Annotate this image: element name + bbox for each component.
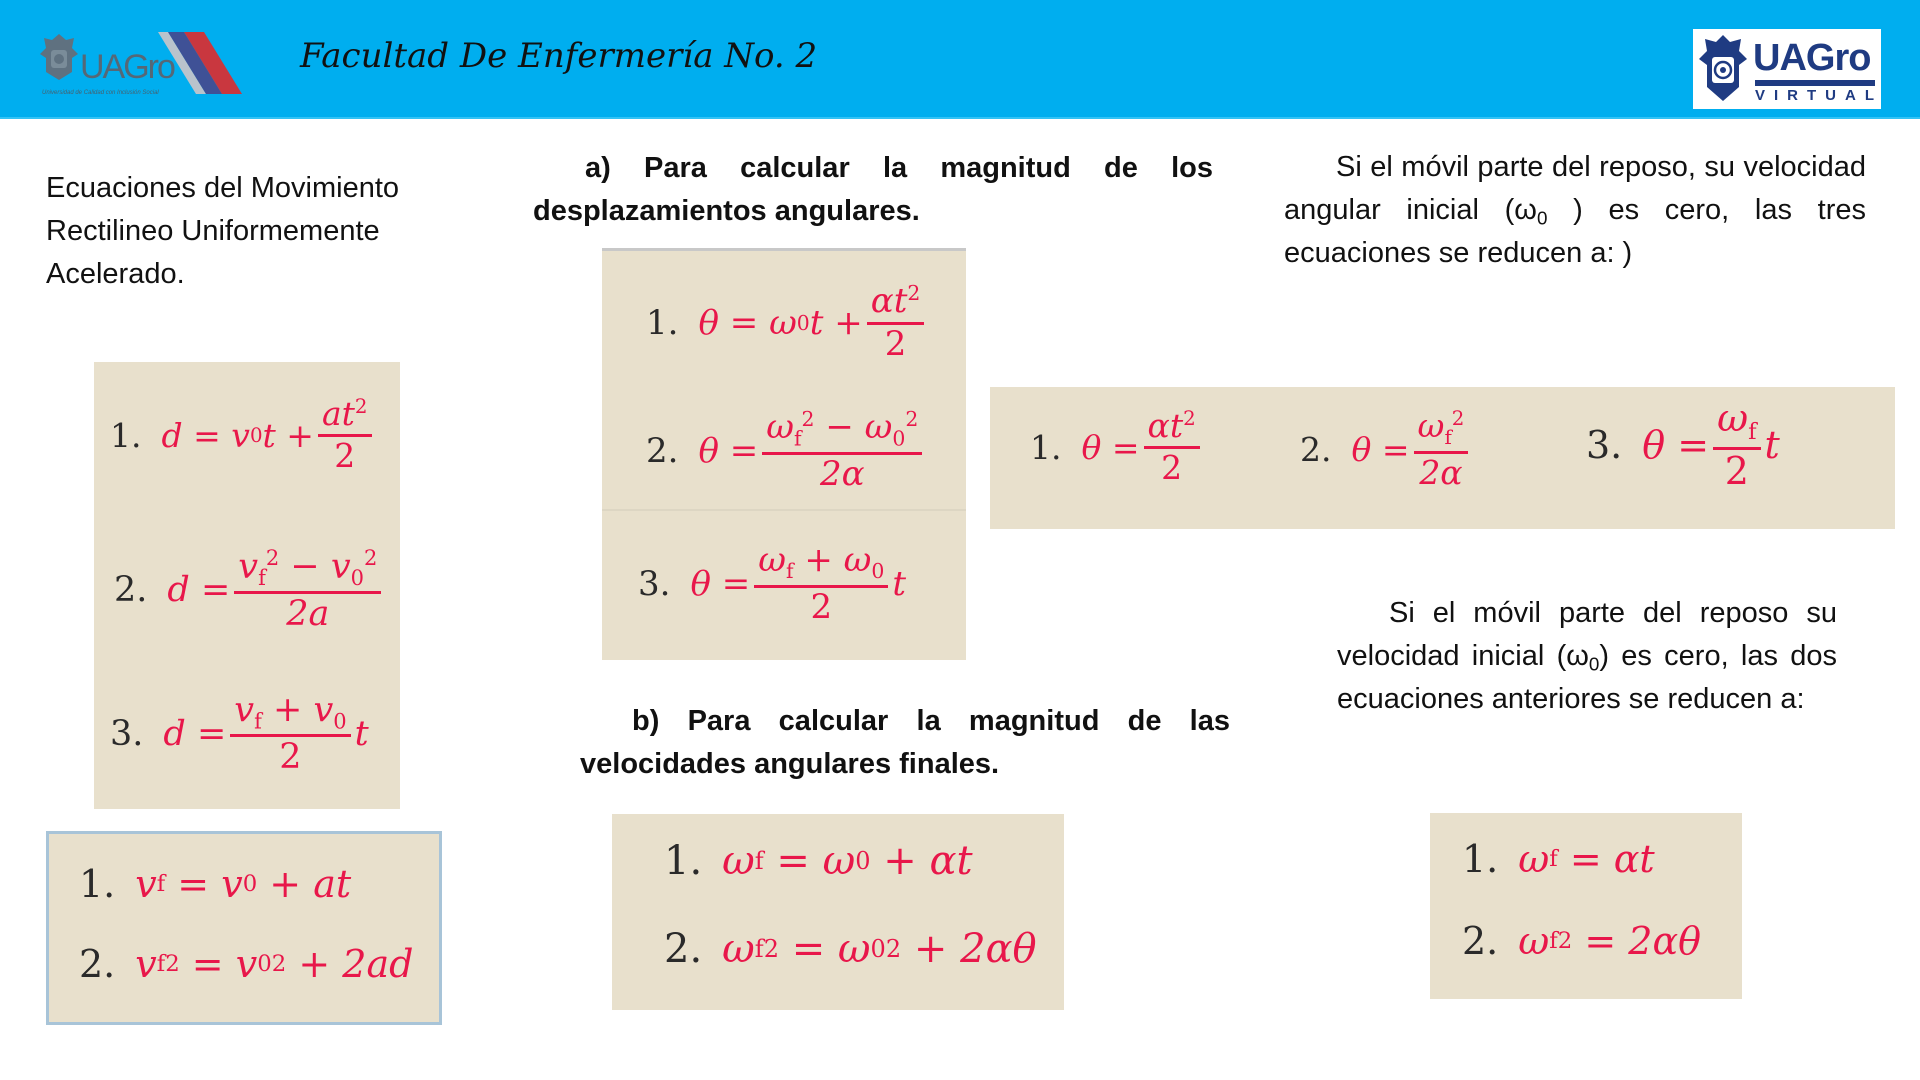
logo-left-wordmark: UAGro [80, 48, 174, 86]
equation-row [1030, 406, 1204, 487]
equation: θ = $\frac{\omega_f^2 - \omega_0^2}{2\alpha}$ [698, 409, 926, 492]
equation: ω f 2 = ω 0 2 + 2αθ [722, 926, 1037, 972]
uagro-logo-left [38, 28, 248, 98]
row-divider [602, 509, 966, 511]
equation: d = $\frac{v_f^2 - v_0^2}{2a}$ [167, 547, 385, 633]
left-heading: Ecuaciones del Movimiento Rectilineo Uniformemente Acelerado. [46, 172, 400, 290]
displacement-equations-box [94, 362, 400, 809]
angular-velocity-box [612, 814, 1064, 1010]
note-reduced-velocity: Si el móvil parte del reposo su velocidad inicial $(\omega_0)$ es cero, las dos ecuaciones anteriores se reducen a: [1337, 597, 1837, 715]
uagro-virtual-crest-icon [1697, 33, 1749, 105]
header-bar [0, 0, 1920, 119]
uagro-virtual-logo [1693, 29, 1881, 109]
equation-row [1462, 919, 1701, 963]
equation-number: 2. [79, 942, 116, 986]
uagro-crest-icon [38, 32, 80, 82]
velocity-equations-box [46, 831, 442, 1025]
section-b-heading: b) Para calcular la magnitud de las velocidades angulares finales. [580, 705, 1230, 780]
equation-number: 1. [1462, 837, 1499, 881]
equation-number: 2. [664, 926, 703, 972]
equation-row [79, 942, 413, 986]
equation-row [114, 547, 385, 633]
equation: θ = ω 0 t + $\frac{\alpha t^2}{2}$ [698, 283, 928, 363]
equation-number: 3. [1586, 423, 1623, 468]
logo-right-subline [1755, 80, 1875, 86]
logo-stripes-icon [158, 32, 248, 94]
equation: θ = $\frac{\omega_f + \omega_0}{2}$ t [690, 540, 907, 627]
equation-number: 3. [110, 714, 144, 755]
equation-row [646, 283, 928, 363]
equation: d = $\frac{v_f + v_0}{2}$ t [163, 690, 369, 778]
equation-row [1462, 837, 1655, 881]
equation-number: 2. [646, 430, 679, 471]
logo-left-tagline: Universidad de Calidad con Inclusión Social [42, 90, 159, 96]
reduced-displacement-box [990, 387, 1895, 529]
note-reduced-displacement: Si el móvil parte del reposo, su velocidad angular inicial ($\omega_0$ ) es cero, las tres ecuaciones se reducen a: ) [1284, 151, 1866, 269]
angular-displacement-box [602, 248, 966, 660]
equation: v f = v 0 + a t [135, 862, 352, 906]
equation-row [664, 838, 973, 884]
equation-number: 1. [646, 302, 679, 343]
equation: θ = $\frac{\alpha t^2}{2}$ [1082, 409, 1204, 485]
equation-number: 2. [1462, 919, 1499, 963]
equation-number: 1. [79, 862, 116, 906]
section-a-heading: a) Para calcular la magnitud de los desplazamientos angulares. [533, 152, 1213, 227]
equation-row [1586, 396, 1780, 493]
equation-number: 2. [1300, 430, 1332, 470]
equation-row [110, 394, 376, 475]
equation-number: 1. [1030, 427, 1062, 467]
page-title: Facultad De Enfermería No. 2 [300, 36, 818, 76]
equation-row [1300, 406, 1472, 492]
equation: d = v 0 t + $\frac{at^2}{2}$ [162, 397, 376, 473]
equation-number: 3. [638, 564, 671, 605]
equation: θ = $\frac{\omega_f^2}{2\alpha}$ [1352, 409, 1473, 490]
equation-row [638, 540, 907, 627]
equation-row [79, 862, 351, 906]
reduced-velocity-box [1430, 813, 1742, 999]
equation: θ = $\frac{\omega_f}{2}$ t [1642, 396, 1780, 493]
equation-row [664, 926, 1037, 972]
equation: ω f 2 = 2αθ [1518, 919, 1701, 963]
logo-right-wordmark: UAGro [1753, 37, 1871, 79]
equation-number: 1. [664, 838, 703, 884]
equation-row [646, 409, 926, 492]
equation: v f 2 = v 0 2 + 2ad [135, 942, 414, 986]
equation-number: 1. [110, 415, 142, 455]
equation: ω f = α t [1518, 837, 1655, 881]
equation: ω f = ω 0 + α t [722, 838, 973, 884]
equation-number: 2. [114, 569, 148, 610]
logo-right-virtual: VIRTUAL [1755, 87, 1883, 104]
equation-row [110, 692, 369, 776]
